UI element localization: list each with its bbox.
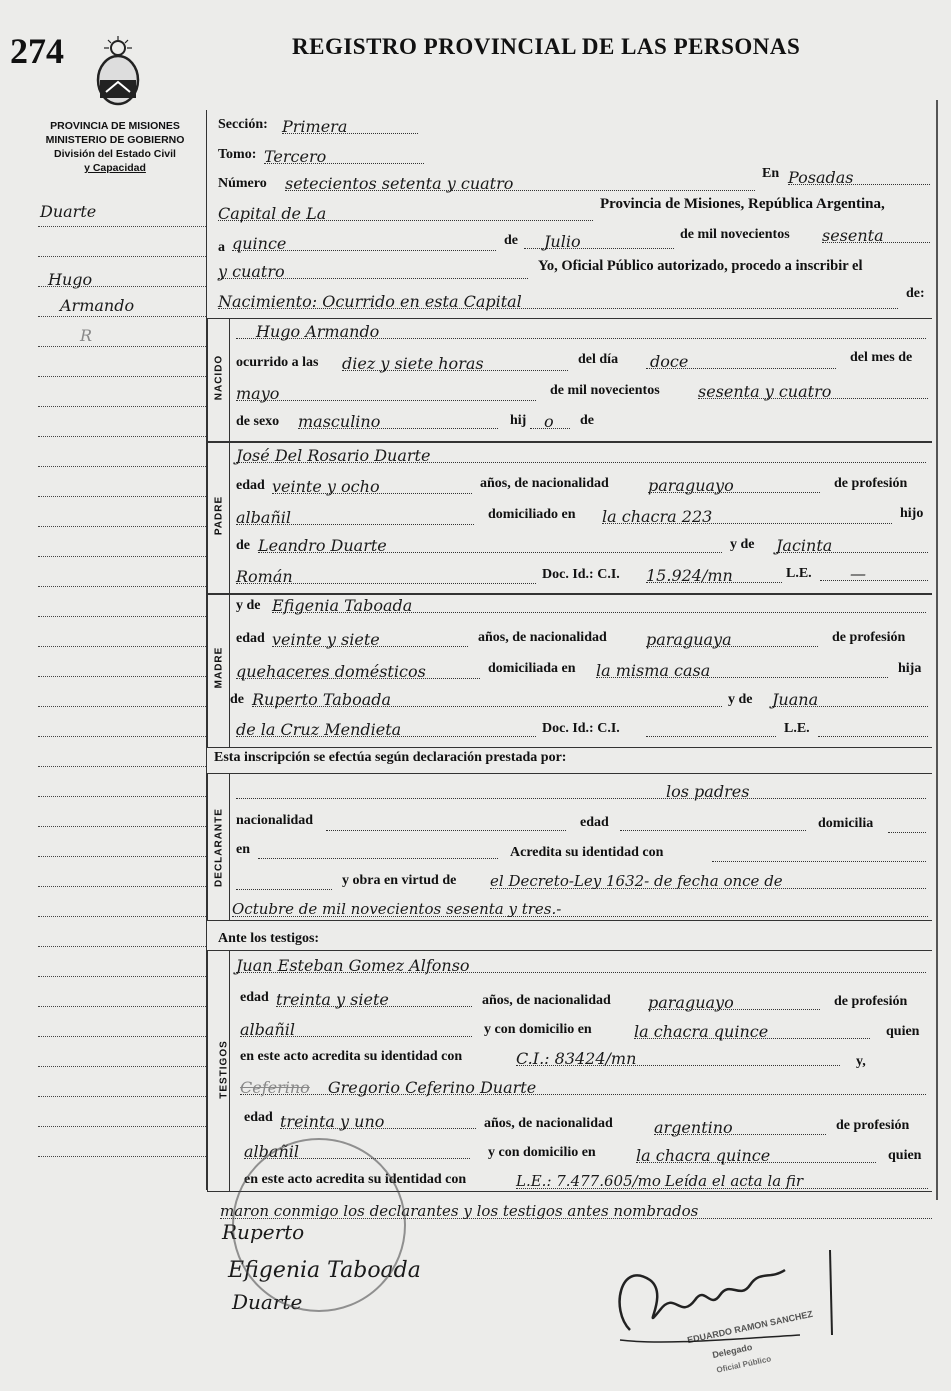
signature-ruperto: Ruperto bbox=[222, 1220, 305, 1244]
tomo-field: Tercero bbox=[264, 147, 424, 164]
anio-label: de mil novecientos bbox=[680, 227, 790, 242]
declarante-obra-pre bbox=[236, 873, 332, 890]
declarante-dom-field bbox=[888, 816, 926, 833]
document-title: REGISTRO PROVINCIAL DE LAS PERSONAS bbox=[292, 34, 801, 59]
testigo1-doc-field: C.I.: 83424/mn bbox=[516, 1049, 840, 1066]
madre-yde-label: y de bbox=[236, 598, 261, 613]
testigo2-acredita-label: en este acto acredita su identidad con bbox=[244, 1172, 467, 1187]
tipo-field: Nacimiento: Ocurrido en esta Capital bbox=[218, 292, 898, 309]
madre-dom-field: la misma casa bbox=[596, 661, 888, 678]
mes-field: Julio bbox=[524, 232, 674, 249]
testigo2-dom-field: la chacra quince bbox=[636, 1146, 876, 1163]
testigo1-acredita-label: en este acto acredita su identidad con bbox=[240, 1049, 463, 1064]
testigo1-nac-field: paraguayo bbox=[648, 993, 820, 1010]
oficial-statement: Yo, Oficial Público autorizado, procedo a inscribir el bbox=[538, 258, 863, 274]
padre-hijo-label: hijo bbox=[900, 506, 924, 521]
testigo1-edad-field: treinta y siete bbox=[276, 990, 472, 1007]
madre-doc-label: Doc. Id.: C.I. bbox=[542, 721, 620, 736]
declarante-en-label: en bbox=[236, 842, 250, 857]
agency-line: MINISTERIO DE GOBIERNO bbox=[45, 134, 185, 146]
margin-line bbox=[38, 406, 206, 407]
padre-nac-label: años, de nacionalidad bbox=[480, 476, 609, 491]
sexo-label: de sexo bbox=[236, 414, 280, 429]
testigos-intro: Ante los testigos: bbox=[218, 931, 320, 946]
padre-le-field: — bbox=[820, 564, 928, 581]
madre-le-field bbox=[818, 720, 928, 737]
madre-prof-field: quehaceres domésticos bbox=[236, 662, 480, 679]
testigo2-doc-field: L.E.: 7.477.605/mo Leída el acta la fir bbox=[516, 1172, 928, 1189]
padre-prof-label: de profesión bbox=[834, 476, 908, 491]
dia-nacimiento-label: del día bbox=[578, 352, 619, 367]
seccion-label: Sección: bbox=[218, 117, 268, 132]
margin-line bbox=[38, 286, 206, 287]
testigo1-dom-field: la chacra quince bbox=[634, 1022, 870, 1039]
declarante-obra-field: el Decreto-Ley 1632- de fecha once de bbox=[490, 872, 926, 889]
margin-line bbox=[38, 976, 206, 977]
testigo1-prof-field: albañil bbox=[240, 1020, 472, 1037]
padre-nombre-field: José Del Rosario Duarte bbox=[236, 446, 926, 463]
declarante-edad-label: edad bbox=[580, 815, 609, 830]
abuela-materna-field: Juana bbox=[772, 690, 928, 707]
margin-line bbox=[38, 1156, 206, 1157]
madre-doc-field bbox=[646, 720, 776, 737]
declarante-dom-label: domicilia bbox=[818, 816, 874, 831]
a-label: a bbox=[218, 240, 225, 255]
anio-nacimiento-field: sesenta y cuatro bbox=[698, 382, 928, 399]
right-border bbox=[936, 100, 938, 1200]
testigo2-edad-label: edad bbox=[244, 1110, 273, 1125]
testigo2-nombre-field: Ceferino Gregorio Ceferino Duarte bbox=[240, 1078, 926, 1095]
padre-le-label: L.E. bbox=[786, 566, 812, 581]
testigo1-quien-label: quien bbox=[886, 1024, 920, 1039]
official-stamp-title: Delegado bbox=[711, 1341, 754, 1361]
signature-efigenia: Efigenia Taboada bbox=[228, 1258, 421, 1283]
margin-line bbox=[38, 856, 206, 857]
agency-block bbox=[20, 119, 210, 175]
de-label: de bbox=[504, 233, 518, 248]
margin-line bbox=[38, 1036, 206, 1037]
margin-line bbox=[38, 916, 206, 917]
margin-line bbox=[38, 436, 206, 437]
padre-doc-field: 15.924/mn bbox=[646, 566, 782, 583]
declarante-edad-field bbox=[620, 814, 806, 831]
declarante-nombre-field: los padres bbox=[236, 782, 926, 799]
testigo2-quien-label: quien bbox=[888, 1148, 922, 1163]
padre-nac-field: paraguayo bbox=[648, 476, 820, 493]
madre-hija-label: hija bbox=[898, 661, 922, 676]
mes-nacimiento-label: del mes de bbox=[850, 350, 913, 365]
testigo1-y-label: y, bbox=[856, 1054, 866, 1069]
margin-line bbox=[38, 316, 206, 317]
dia-field: quince bbox=[232, 234, 496, 251]
margin-line bbox=[38, 706, 206, 707]
declarante-nac-field bbox=[326, 814, 566, 831]
declarante-obra-label: y obra en virtud de bbox=[342, 873, 457, 888]
margin-line bbox=[38, 676, 206, 677]
testigo2-nac-field: argentino bbox=[654, 1118, 826, 1135]
madre-nac-field: paraguaya bbox=[646, 630, 818, 647]
margin-line bbox=[38, 1066, 206, 1067]
abuelo-paterno-field: Leandro Duarte bbox=[258, 536, 722, 553]
testigo1-prof-label: de profesión bbox=[834, 994, 908, 1009]
margin-given-name: Hugo bbox=[48, 270, 93, 289]
declarante-acredita-field bbox=[712, 845, 926, 862]
madre-nombre-field: Efigenia Taboada bbox=[272, 596, 926, 613]
anio-field: sesenta bbox=[822, 226, 930, 243]
agency-line: y Capacidad bbox=[84, 162, 146, 174]
hij-de-label: de bbox=[580, 413, 594, 428]
dia-nacimiento-field: doce bbox=[646, 352, 836, 369]
declaracion-statement: Esta inscripción se efectúa según declaración prestada por: bbox=[214, 750, 567, 765]
testigo1-nac-label: años, de nacionalidad bbox=[482, 993, 611, 1008]
padre-dom-label: domiciliado en bbox=[488, 507, 576, 522]
margin-line bbox=[38, 886, 206, 887]
margin-line bbox=[38, 646, 206, 647]
numero-label: Número bbox=[218, 176, 267, 191]
padre-edad-field: veinte y ocho bbox=[272, 477, 472, 494]
ocurrido-label: ocurrido a las bbox=[236, 355, 319, 370]
margin-line bbox=[38, 946, 206, 947]
testigo2-prof-field: albañil bbox=[244, 1142, 470, 1159]
margin-line bbox=[38, 796, 206, 797]
testigo2-edad-field: treinta y uno bbox=[280, 1112, 476, 1129]
cierre-field: maron conmigo los declarantes y los testigos antes nombrados bbox=[220, 1202, 932, 1219]
en-label: En bbox=[762, 166, 780, 181]
madre-prof-label: de profesión bbox=[832, 630, 906, 645]
margin-line bbox=[38, 466, 206, 467]
margin-line bbox=[38, 616, 206, 617]
coat-of-arms-icon bbox=[92, 36, 144, 108]
registry-seal-icon bbox=[232, 1138, 406, 1312]
padre-yde-label: y de bbox=[730, 537, 755, 552]
madre-yde2-label: y de bbox=[728, 692, 753, 707]
agency-line: División del Estado Civil bbox=[54, 148, 176, 160]
hij-label: hij bbox=[510, 413, 527, 428]
padre-section-label: PADRE bbox=[213, 495, 225, 536]
margin-line bbox=[38, 556, 206, 557]
nacido-nombre-field: Hugo Armando bbox=[236, 322, 926, 339]
testigo1-edad-label: edad bbox=[240, 990, 269, 1005]
abuela-materna-field-2: de la Cruz Mendieta bbox=[236, 720, 536, 737]
margin-line bbox=[38, 226, 206, 227]
padre-doc-label: Doc. Id.: C.I. bbox=[542, 567, 620, 582]
madre-dom-label: domiciliada en bbox=[488, 661, 576, 676]
margin-line bbox=[38, 526, 206, 527]
testigo2-prof-label: de profesión bbox=[836, 1118, 910, 1133]
margin-line bbox=[38, 376, 206, 377]
testigo2-dom-label: y con domicilio en bbox=[488, 1145, 596, 1160]
folio-number: 274 bbox=[10, 31, 64, 71]
testigo1-nombre-field: Juan Esteban Gomez Alfonso bbox=[236, 956, 926, 973]
nacido-section-label: NACIDO bbox=[213, 354, 225, 401]
seccion-field: Primera bbox=[282, 117, 418, 134]
margin-line bbox=[38, 736, 206, 737]
agency-line: PROVINCIA DE MISIONES bbox=[50, 120, 180, 132]
margin-line bbox=[38, 1006, 206, 1007]
sexo-field: masculino bbox=[298, 412, 498, 429]
declarante-en-field bbox=[258, 842, 498, 859]
anio-nacimiento-label: de mil novecientos bbox=[550, 383, 660, 398]
padre-edad-label: edad bbox=[236, 478, 265, 493]
madre-nac-label: años, de nacionalidad bbox=[478, 630, 607, 645]
padre-prof-field: albañil bbox=[236, 508, 474, 525]
hora-field: diez y siete horas bbox=[342, 354, 568, 371]
margin-line bbox=[38, 1126, 206, 1127]
declarante-nac-label: nacionalidad bbox=[236, 813, 314, 828]
abuela-paterna-field: Jacinta bbox=[776, 536, 928, 553]
margin-line bbox=[38, 346, 206, 347]
madre-de-label: de bbox=[230, 692, 244, 707]
margin-line bbox=[38, 256, 206, 257]
testigos-section-label: TESTIGOS bbox=[218, 1040, 230, 1099]
en-field: Posadas bbox=[788, 168, 930, 185]
anio-continued: y cuatro bbox=[218, 262, 528, 279]
lugar-field: Capital de La bbox=[218, 204, 593, 221]
margin-given-name-2: Armando bbox=[60, 296, 135, 315]
madre-edad-label: edad bbox=[236, 631, 265, 646]
margin-line bbox=[38, 826, 206, 827]
madre-edad-field: veinte y siete bbox=[272, 630, 468, 647]
padre-dom-field: la chacra 223 bbox=[602, 507, 892, 524]
testigo2-nac-label: años, de nacionalidad bbox=[484, 1116, 613, 1131]
margin-line bbox=[38, 766, 206, 767]
margin-line bbox=[38, 586, 206, 587]
abuelo-materno-field: Ruperto Taboada bbox=[252, 690, 722, 707]
provincia-label: Provincia de Misiones, República Argentina, bbox=[600, 196, 885, 212]
official-stamp-name: EDUARDO RAMON SANCHEZ bbox=[686, 1308, 814, 1346]
tomo-label: Tomo: bbox=[218, 147, 257, 162]
declarante-section-label: DECLARANTE bbox=[213, 808, 225, 887]
official-stamp-role: Oficial Público bbox=[715, 1354, 772, 1375]
margin-note: R bbox=[80, 326, 93, 345]
mes-nacimiento-field: mayo bbox=[236, 384, 536, 401]
numero-field: setecientos setenta y cuatro bbox=[285, 174, 755, 191]
padre-de-label: de bbox=[236, 538, 250, 553]
madre-le-label: L.E. bbox=[784, 721, 810, 736]
margin-line bbox=[38, 496, 206, 497]
de-colon-label: de: bbox=[906, 286, 925, 301]
margin-surname: Duarte bbox=[40, 202, 97, 221]
declarante-obra-field-2: Octubre de mil novecientos sesenta y tres.- bbox=[232, 900, 928, 917]
abuela-paterna-field-2: Román bbox=[236, 567, 536, 584]
signature-duarte: Duarte bbox=[232, 1290, 303, 1314]
declarante-acredita-label: Acredita su identidad con bbox=[510, 845, 664, 860]
margin-line bbox=[38, 1096, 206, 1097]
madre-section-label: MADRE bbox=[213, 646, 225, 689]
hij-field: o bbox=[530, 412, 570, 429]
testigo1-dom-label: y con domicilio en bbox=[484, 1022, 592, 1037]
